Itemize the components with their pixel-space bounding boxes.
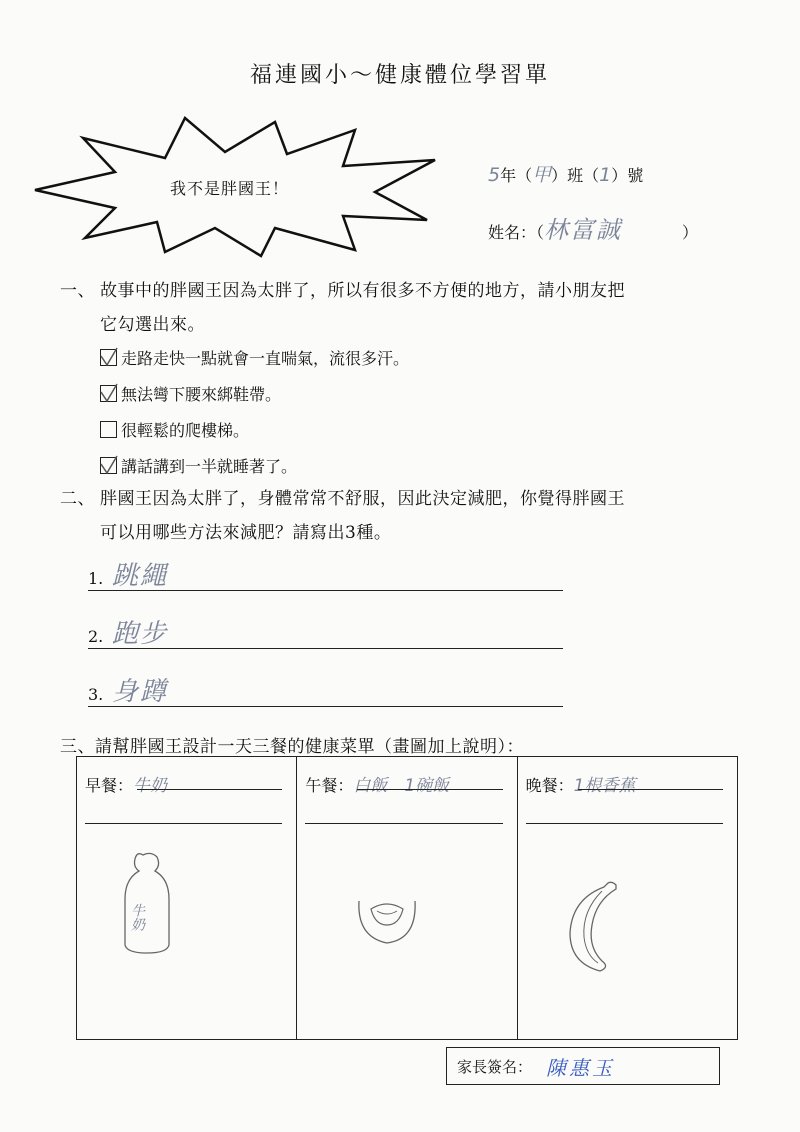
rice-bowl-drawing bbox=[353, 887, 423, 957]
breakfast-cell bbox=[77, 757, 297, 1039]
q1-text-line1: 故事中的胖國王因為太胖了，所以有很多不方便的地方，請小朋友把 bbox=[100, 281, 625, 301]
q1-option-1-text: 走路走快一點就會一直喘氣，流很多汗。 bbox=[121, 349, 410, 368]
number-label: ）號 bbox=[611, 166, 644, 185]
class-label: ）班（ bbox=[551, 166, 600, 185]
dinner-value: 1根香蕉 bbox=[573, 776, 636, 796]
answer-line-2[interactable] bbox=[88, 620, 563, 649]
checkbox-1[interactable] bbox=[100, 349, 117, 366]
menu-table bbox=[76, 756, 738, 1040]
dinner-label: 晚餐： bbox=[525, 776, 574, 795]
page-title: 福連國小～健康體位學習單 bbox=[249, 63, 550, 88]
answer-2-label: 2. bbox=[88, 627, 104, 646]
answer-line-3[interactable] bbox=[88, 678, 563, 707]
q1-number: 一、 bbox=[60, 281, 95, 301]
dinner-header bbox=[526, 771, 636, 796]
signature-label: 家長簽名： bbox=[457, 1057, 533, 1076]
checkbox-4[interactable] bbox=[100, 457, 117, 474]
q1-option-1 bbox=[100, 346, 409, 369]
answer-line-1[interactable] bbox=[88, 562, 563, 591]
name-value: 林富誠 bbox=[544, 216, 623, 244]
answer-2-value: 跑步 bbox=[112, 619, 169, 649]
checkbox-3[interactable] bbox=[100, 421, 117, 438]
answer-3-value: 身蹲 bbox=[112, 677, 169, 707]
question-1 bbox=[60, 274, 750, 342]
q1-option-3 bbox=[100, 418, 249, 441]
class-value: 甲 bbox=[532, 164, 552, 186]
class-line bbox=[488, 160, 643, 187]
q2-text-line2: 可以用哪些方法來減肥？請寫出3種。 bbox=[100, 523, 392, 543]
q1-option-2 bbox=[100, 382, 281, 405]
milk-drawing-label: 牛奶 bbox=[129, 903, 145, 931]
burst-text: 我不是胖國王！ bbox=[170, 179, 290, 198]
dinner-line-2[interactable] bbox=[526, 823, 723, 824]
dinner-cell bbox=[518, 757, 737, 1039]
lunch-line-1[interactable] bbox=[357, 789, 502, 790]
question-3: 三、請幫胖國王設計一天三餐的健康菜單（畫圖加上說明）： bbox=[60, 737, 524, 757]
name-close: ） bbox=[682, 223, 699, 242]
banana-drawing bbox=[552, 877, 632, 977]
parent-signature-box[interactable] bbox=[446, 1047, 720, 1085]
breakfast-header bbox=[85, 771, 167, 796]
q1-option-4 bbox=[100, 454, 297, 477]
grade-label: 年（ bbox=[500, 166, 533, 185]
breakfast-line-2[interactable] bbox=[85, 823, 282, 824]
breakfast-value: 牛奶 bbox=[133, 776, 168, 796]
q1-option-2-text: 無法彎下腰來綁鞋帶。 bbox=[121, 385, 282, 404]
grade-value: 5 bbox=[488, 164, 501, 186]
lunch-value: 白飯 1碗飯 bbox=[353, 776, 450, 796]
breakfast-label: 早餐： bbox=[85, 776, 134, 795]
q1-text-line2: 它勾選出來。 bbox=[100, 315, 205, 335]
lunch-line-2[interactable] bbox=[305, 823, 502, 824]
milk-bottle-drawing bbox=[117, 849, 177, 959]
name-line bbox=[488, 210, 698, 245]
lunch-label: 午餐： bbox=[305, 776, 354, 795]
number-value: 1 bbox=[599, 164, 612, 186]
dinner-line-1[interactable] bbox=[578, 789, 723, 790]
question-2 bbox=[60, 482, 750, 550]
lunch-header bbox=[305, 771, 449, 796]
signature-value: 陳惠玉 bbox=[546, 1055, 616, 1080]
breakfast-line-1[interactable] bbox=[137, 789, 282, 790]
answer-1-value: 跳繩 bbox=[112, 561, 169, 591]
answer-1-label: 1. bbox=[88, 569, 104, 588]
name-label: 姓名：（ bbox=[488, 223, 545, 242]
checkbox-2[interactable] bbox=[100, 385, 117, 402]
q1-option-4-text: 講話講到一半就睡著了。 bbox=[121, 457, 298, 476]
q1-option-3-text: 很輕鬆的爬樓梯。 bbox=[121, 421, 250, 440]
q2-number: 二、 bbox=[60, 489, 95, 509]
answer-3-label: 3. bbox=[88, 685, 104, 704]
q2-text-line1: 胖國王因為太胖了，身體常常不舒服，因此決定減肥，你覺得胖國王 bbox=[100, 489, 625, 509]
lunch-cell bbox=[297, 757, 517, 1039]
